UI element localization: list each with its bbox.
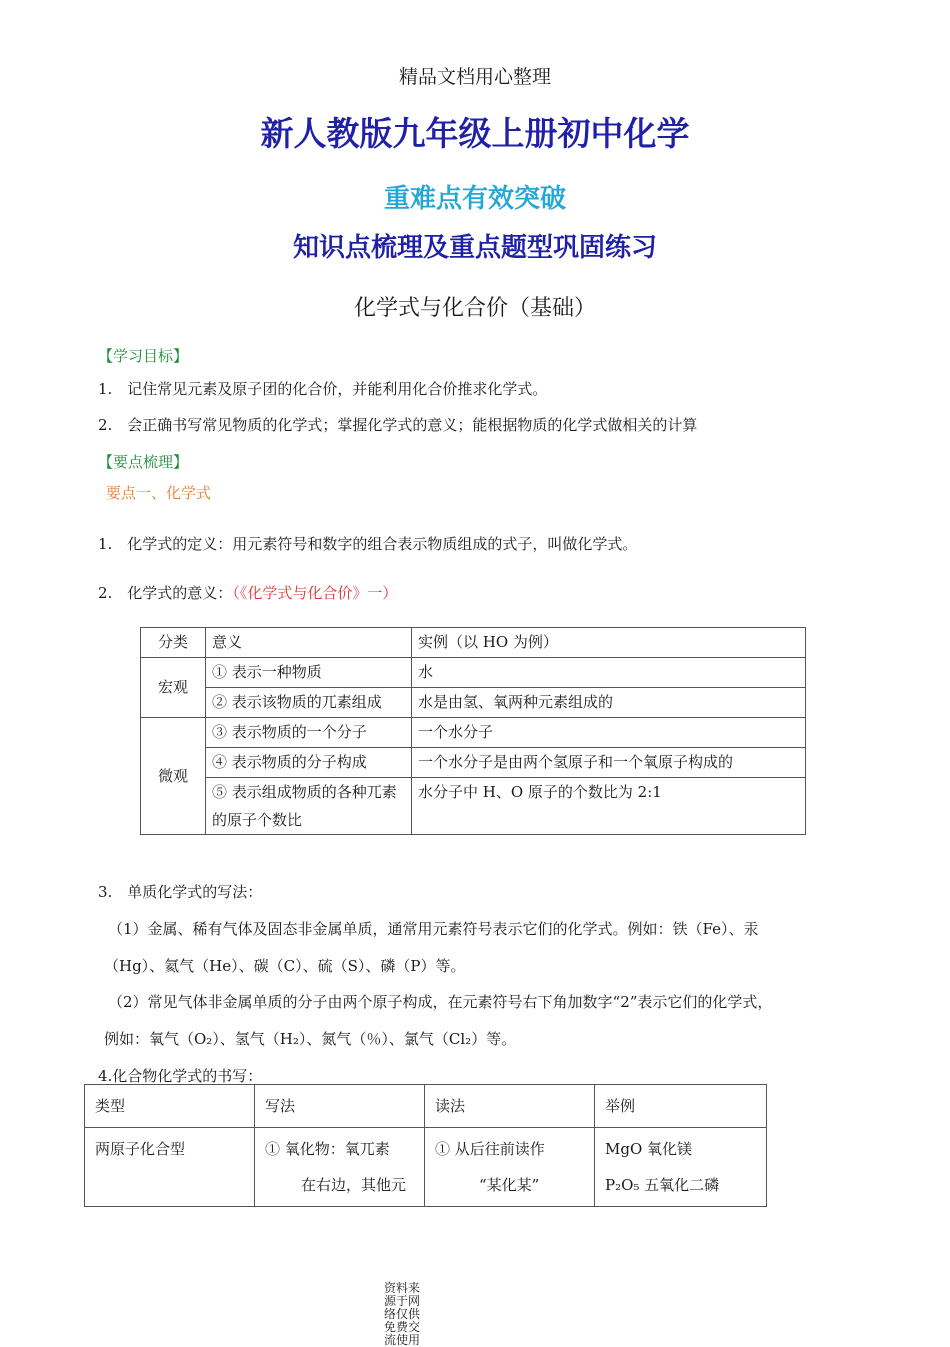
table-row: [141, 718, 806, 748]
points-heading: 【要点梳理】: [98, 453, 189, 471]
page-header: 精品文档用心整理: [398, 66, 551, 88]
meaning-label: 2. 化学式的意义：: [98, 584, 233, 602]
paragraph: （1）金属、稀有气体及固态非金属单质，通常用元素符号表示它们的化学式。例如：铁（Fe）、汞: [108, 920, 759, 938]
subtitle-2: 知识点梳理及重点题型巩固练习: [292, 233, 657, 263]
table-cell: 水分子中 H、O 原子的个数比为 2:1: [412, 778, 806, 835]
cell-line: “某化某”: [479, 1176, 540, 1194]
cell-line: P₂O₅ 五氧化二磷: [605, 1176, 720, 1194]
point-title: 要点一、化学式: [106, 484, 212, 502]
table-cell: 一个水分子: [412, 718, 806, 748]
paragraph: 例如：氧气（O₂）、氢气（H₂）、氮气（％）、氯气（Cl₂）等。: [104, 1030, 517, 1048]
paragraph: （2）常见气体非金属单质的分子由两个原子构成，在元素符号右下角加数字“2”表示它们的化学式，: [108, 993, 773, 1011]
footer-note: 资料来源于网络仅供免费交流使用: [384, 1281, 421, 1347]
document-title: 新人教版九年级上册初中化学: [260, 114, 690, 153]
cell-line: ① 从后往前读作: [435, 1140, 545, 1158]
cell-line: 在右边，其他元: [301, 1176, 407, 1194]
group-label-macro: 宏观: [141, 658, 206, 718]
table-row: [141, 658, 806, 688]
meaning-table: [140, 627, 806, 835]
table-cell: 两原子化合型: [85, 1128, 255, 1207]
table-cell: ④ 表示物质的分子构成: [206, 748, 412, 778]
group-label-micro: 微观: [141, 718, 206, 835]
table-cell: ① 表示一种物质: [206, 658, 412, 688]
meaning-line: [98, 582, 397, 603]
table-header: 类型: [85, 1085, 255, 1128]
table-cell: [595, 1128, 767, 1207]
table-header: 举例: [595, 1085, 767, 1128]
section-3-title: 3. 单质化学式的写法：: [98, 883, 263, 901]
table-header: 写法: [255, 1085, 425, 1128]
table-header: 实例（以 HO 为例）: [412, 628, 806, 658]
paragraph: （Hg）、氦气（He）、碳（C）、硫（S）、磷（P）等。: [104, 957, 466, 975]
table-cell: 一个水分子是由两个氢原子和一个氧原子构成的: [412, 748, 806, 778]
table-cell: 水: [412, 658, 806, 688]
table-header: 意义: [206, 628, 412, 658]
table-cell: [425, 1128, 595, 1207]
goals-heading: 【学习目标】: [98, 347, 189, 365]
goal-item: 1. 记住常见元素及原子团的化合价，并能利用化合价推求化学式。: [98, 380, 548, 398]
topic-title: 化学式与化合价（基础）: [353, 296, 596, 321]
table-row: [85, 1128, 767, 1207]
table-cell: ⑤ 表示组成物质的各种兀素的原子个数比: [206, 778, 412, 835]
table-row: [141, 778, 806, 835]
table-row: [141, 688, 806, 718]
compound-table: [84, 1084, 767, 1207]
definition-text: 1. 化学式的定义：用元素符号和数字的组合表示物质组成的式子，叫做化学式。: [98, 535, 638, 553]
cell-line: ① 氧化物：氧兀素: [265, 1140, 390, 1158]
table-header: 读法: [425, 1085, 595, 1128]
table-cell: ③ 表示物质的一个分子: [206, 718, 412, 748]
table-cell: [255, 1128, 425, 1207]
cell-line: MgO 氧化镁: [605, 1140, 693, 1158]
table-header-row: [141, 628, 806, 658]
table-cell: 水是由氢、氧两种元素组成的: [412, 688, 806, 718]
table-header: 分类: [141, 628, 206, 658]
meaning-reference: （《化学式与化合价》一）: [232, 584, 398, 602]
table-cell: ② 表示该物质的兀素组成: [206, 688, 412, 718]
subtitle-1: 重难点有效突破: [383, 184, 566, 214]
section-4-title: 4.化合物化学式的书写：: [98, 1067, 263, 1085]
table-row: [141, 748, 806, 778]
goal-item: 2. 会正确书写常见物质的化学式；掌握化学式的意义；能根据物质的化学式做相关的计算: [98, 416, 698, 434]
table-header-row: [85, 1085, 767, 1128]
